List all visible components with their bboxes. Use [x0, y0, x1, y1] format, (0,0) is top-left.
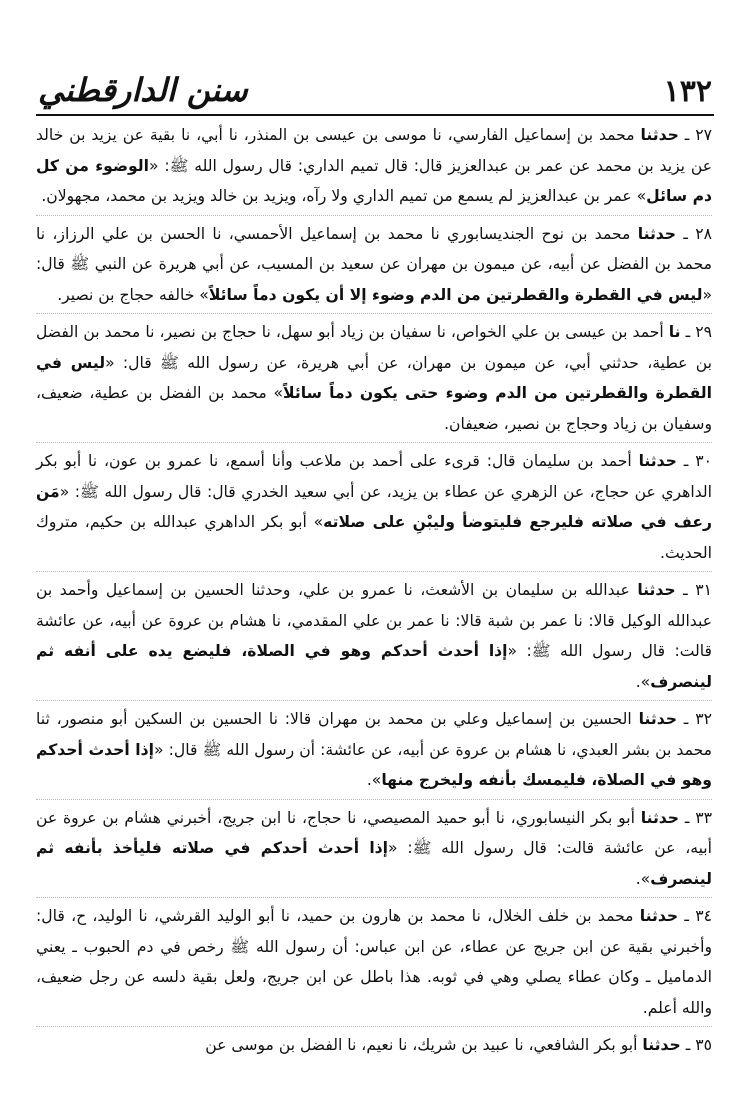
bold-text: ليس في القطرة والقطرتين من الدم وضوء حتى يكون دماً سائلاً	[36, 353, 712, 402]
hadith-entry	[36, 1026, 712, 1061]
hadith-entry	[36, 700, 712, 796]
bold-text: الوضوء من كل دم سائل	[36, 156, 712, 205]
bold-text: حدثنا	[639, 907, 679, 925]
bold-text: حدثنا	[637, 581, 676, 599]
text-run: ٣٣ ـ	[679, 808, 712, 827]
bold-text: حدثنا	[642, 1036, 681, 1054]
text-run: ٢٧ ـ	[678, 126, 712, 144]
text-run: ٣٥ ـ	[680, 1036, 712, 1054]
hadith-paragraph	[36, 575, 712, 697]
bold-text: مَن رعف في صلاته فليرجع فليتوضأ وليبْنِ على صلاته	[36, 482, 712, 531]
page-header	[38, 62, 712, 112]
text-run: أبو بكر الشافعي، نا عبيد بن شريك، نا نعيم، نا الفضل بن موسى عن	[205, 1036, 643, 1054]
book-title: سنن الدارقطني	[38, 71, 248, 109]
hadith-entry	[36, 799, 712, 895]
text-run: » محمد بن الفضل بن عطية، ضعيف، وسفيان بن زياد وحجاج بن نصير، ضعيفان.	[36, 384, 712, 433]
hadith-paragraph	[36, 219, 712, 311]
text-run: ».	[635, 869, 651, 888]
text-run: » عمر بن عبدالعزيز لم يسمع من تميم الداري ولا رآه، ويزيد بن خالد ويزيد بن محمد، مجهولان.	[41, 187, 647, 205]
bold-text: حدثنا	[638, 452, 677, 470]
text-run: ٢٨ ـ	[676, 224, 712, 243]
hadith-paragraph	[36, 803, 712, 895]
hadith-paragraph	[36, 704, 712, 796]
bold-text: ليس في القطرة والقطرتين من الدم وضوء إلا أن يكون دماً سائلاً	[208, 285, 703, 304]
text-run: أحمد بن عيسى بن علي الخواص، نا سفيان بن زياد أبو سهل، نا حجاج بن نصير، نا محمد بن الفضل بن عطية، حدثني أبي، عن ميمون بن مهران، عن أبي هريرة، عن رسول الله ﷺ قال: «	[36, 323, 712, 372]
hadith-entry	[36, 215, 712, 311]
bold-text: إذا أحدث أحدكم في صلاته فليأخذ بأنفه ثم لينصرف	[36, 839, 712, 888]
hadith-entry	[36, 897, 712, 1023]
bold-text: إذا أحدث أحدكم وهو في الصلاة، فليمسك بأنفه وليخرج منها	[36, 740, 712, 789]
bold-text: حدثنا	[638, 710, 677, 728]
text-run: عبدالله بن سليمان بن الأشعث، نا عمرو بن علي، وحدثنا الحسين بن إسماعيل وأحمد بن عبدالله الوكيل قالا: نا عمر بن شبة قالا: نا عمر بن علي المقدمي، نا هشام بن عروة عن أبيه، عن عائشة قالت: قال رسول الله ﷺ: «	[36, 581, 712, 660]
hadith-entry	[36, 313, 712, 439]
text-run: أحمد بن سليمان قال: قرىء على أحمد بن ملاعب وأنا أسمع، نا عمرو بن عون، نا أبو بكر الداهري عن حجاج، عن الزهري عن عطاء بن يزيد، عن أبي سعيد الخدري قال: قال رسول الله ﷺ: «	[36, 452, 712, 501]
bold-text: حدثنا	[640, 808, 680, 827]
header-rule	[36, 114, 714, 116]
text-run: محمد بن نوح الجنديسابوري نا محمد بن إسماعيل الأحمسي، نا الحسن بن علي الرزاز، نا محمد بن الفضل عن أبيه، عن ميمون بن مهران عن سعيد بن المسيب، عن أبي هريرة عن النبي ﷺ قال: «	[36, 224, 712, 304]
text-run: ٢٩ ـ	[680, 323, 712, 341]
hadith-paragraph	[36, 1030, 712, 1061]
bold-text: حدثنا	[640, 126, 679, 144]
text-run: ٣٤ ـ	[678, 907, 713, 925]
text-run: محمد بن إسماعيل الفارسي، نا موسى بن عيسى بن المنذر، نا أبي، نا بقية عن يزيد بن خالد عن يزيد بن محمد عن عمر بن عبدالعزيز قال: قال تميم الداري: قال رسول الله ﷺ: «	[36, 126, 712, 175]
hadith-text-body	[36, 120, 712, 1061]
text-run: » أبو بكر الداهري عبدالله بن حكيم، متروك الحديث.	[36, 513, 712, 562]
text-run: ٣٠ ـ	[676, 452, 712, 470]
text-run: الحسين بن إسماعيل وعلي بن محمد بن مهران قالا: نا الحسين بن السكين أبو منصور، ثنا محمد بن بشر العبدي، نا هشام بن عروة عن أبيه، عن عائشة: أن رسول الله ﷺ قال: «	[36, 710, 713, 759]
text-run: » خالفه حجاج بن نصير.	[57, 285, 209, 304]
hadith-paragraph	[36, 446, 712, 568]
hadith-paragraph	[36, 120, 712, 212]
hadith-entry	[36, 442, 712, 568]
text-run: ».	[366, 771, 382, 789]
bold-text: نا	[668, 323, 681, 341]
text-run: ٣١ ـ	[675, 581, 712, 599]
hadith-paragraph	[36, 317, 712, 439]
bold-text: إذا أحدث أحدكم وهو في الصلاة، فليضع يده على أنفه ثم لينصرف	[36, 642, 712, 691]
text-run: محمد بن خلف الخلال، نا محمد بن هارون بن حميد، نا أبو الوليد القرشي، نا الوليد، ح، قال: وأخبرني بقية عن ابن جريج عن عطاء، عن ابن عباس: أن رسول الله ﷺ رخص في دم الحبوب ـ يعني الدماميل ـ وكان عطاء يصلي وهي في ثوبه. هذا باطل عن ابن جريج، ولعل بقية دلسه عن رجل ضعيف، والله أعلم.	[36, 907, 712, 1017]
text-run: أبو بكر النيسابوري، نا أبو حميد المصيصي، نا حجاج، نا ابن جريج، أخبرني هشام بن عروة عن أبيه، عن عائشة قالت: قال رسول الله ﷺ: «	[36, 808, 712, 857]
hadith-entry	[36, 120, 712, 212]
text-run: ٣٢ ـ	[676, 710, 712, 728]
hadith-paragraph	[36, 901, 712, 1023]
page-number: ١٣٢	[663, 74, 712, 109]
hadith-entry	[36, 571, 712, 697]
bold-text: حدثنا	[637, 224, 677, 243]
text-run: ».	[635, 672, 651, 691]
